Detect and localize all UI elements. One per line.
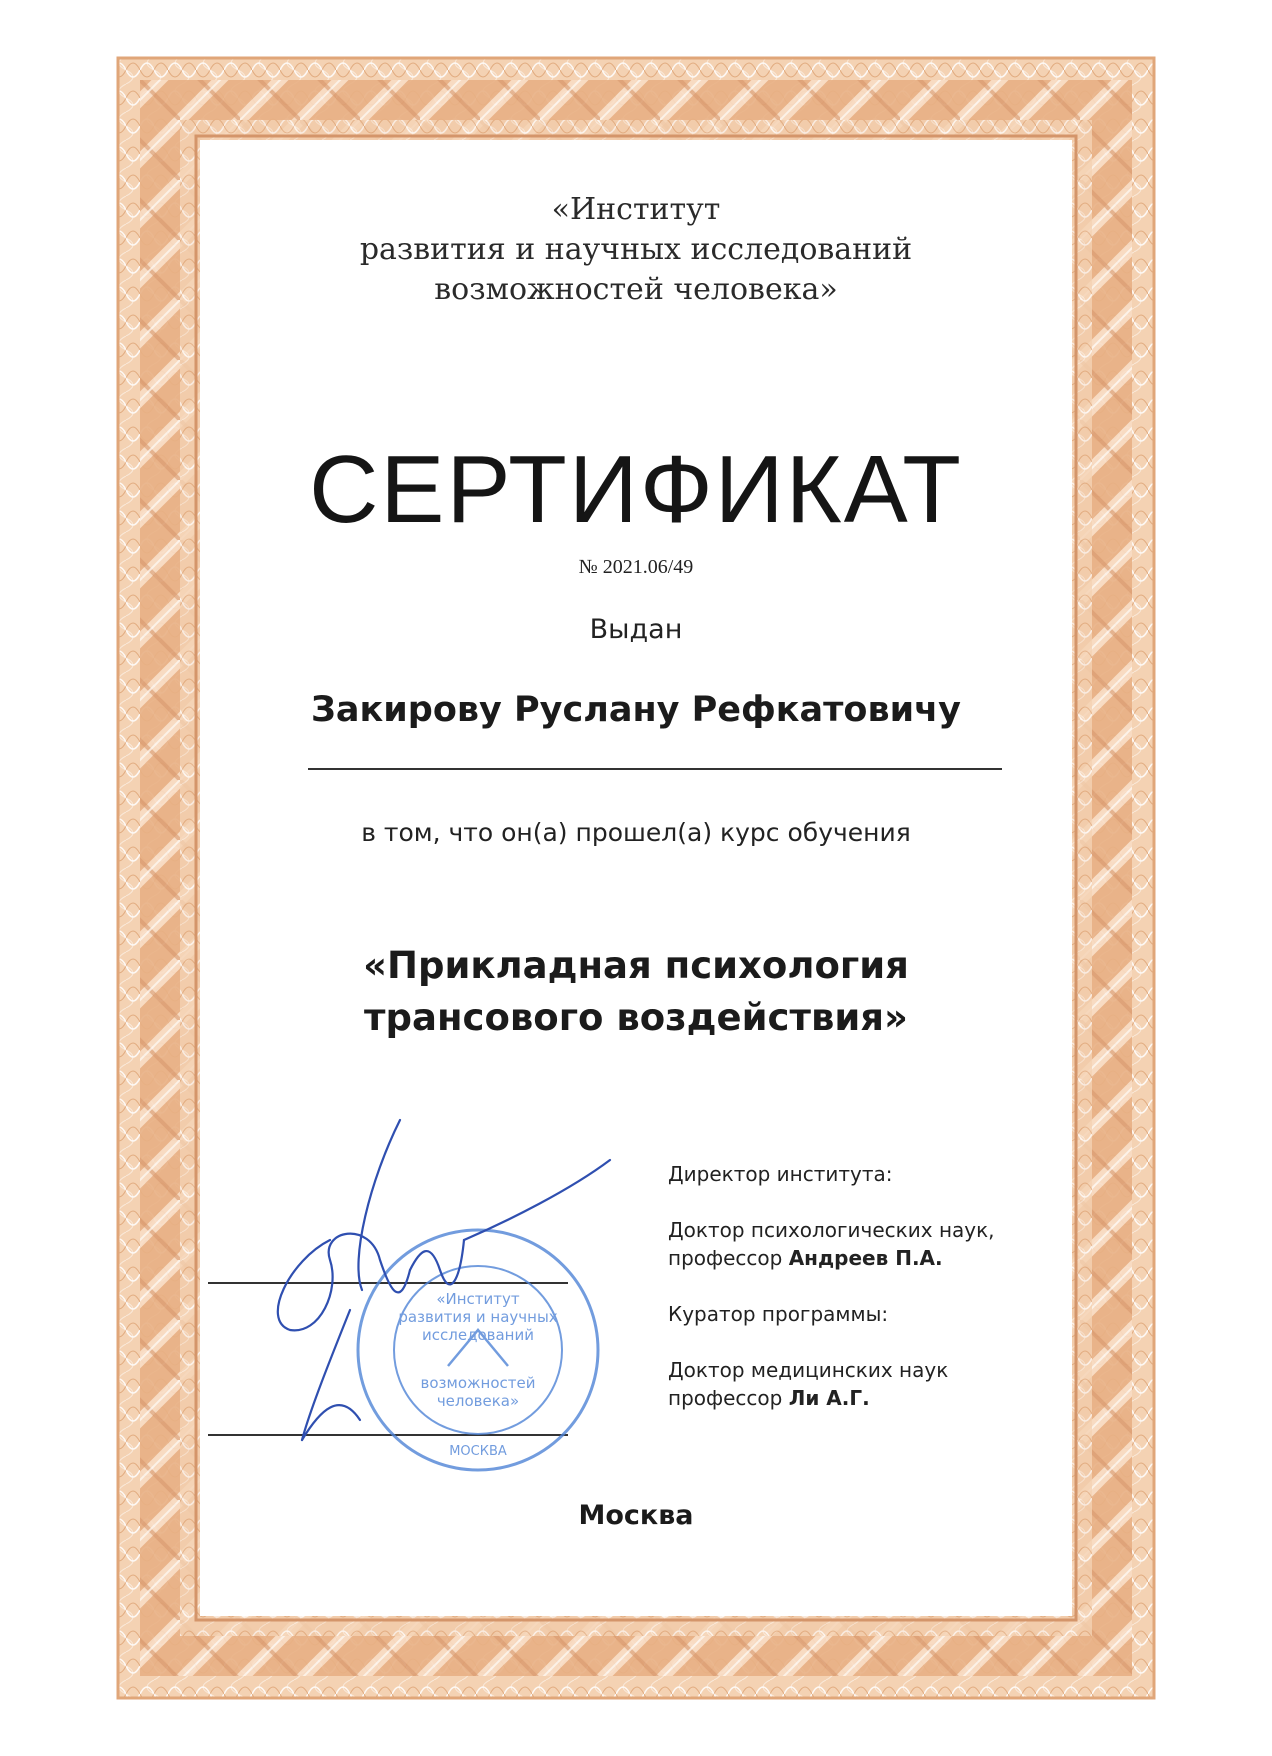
stamp-line-2: развития и научных (398, 1308, 558, 1326)
course-title-line-1: «Прикладная психология (363, 944, 909, 987)
stamp-line-3: исследований (422, 1326, 534, 1344)
issued-label: Выдан (589, 614, 683, 645)
recipient-underline (308, 768, 1002, 770)
director-rank: профессор (668, 1246, 783, 1270)
curator-rank: профессор (668, 1386, 783, 1410)
course-title-line-2: трансового воздействия» (364, 996, 908, 1039)
curator-title: Куратор программы: (668, 1302, 889, 1326)
institute-name (0, 190, 1272, 310)
director-title: Директор института: (668, 1162, 893, 1186)
institute-line-3: возможностей человека» (434, 272, 838, 307)
completion-statement: в том, что он(а) прошел(а) курс обучения (361, 818, 911, 847)
recipient-name: Закирову Руслану Рефкатовичу (311, 690, 961, 730)
certificate-number: № 2021.06/49 (578, 556, 694, 578)
course-title (0, 940, 1272, 1044)
signatories-block (668, 1160, 1048, 1440)
curator-name: Ли А.Г. (788, 1386, 870, 1410)
institute-line-2: развития и научных исследований (359, 232, 913, 267)
stamp-city: МОСКВА (449, 1444, 507, 1459)
stamp-line-5: человека» (436, 1392, 520, 1410)
stamp-line-4: возможностей (420, 1374, 536, 1392)
stamp-line-1: «Институт (436, 1290, 520, 1308)
institute-line-1: «Институт (551, 192, 721, 227)
seal-stamp (250, 1120, 610, 1459)
certificate-title: СЕРТИФИКАТ (309, 436, 963, 543)
curator-credentials (668, 1356, 1048, 1412)
curator-degree: Доктор медицинских наук (668, 1358, 949, 1382)
director-name: Андреев П.А. (788, 1246, 943, 1270)
director-credentials (668, 1216, 1048, 1272)
director-degree: Доктор психологических наук, (668, 1218, 995, 1242)
city-label: Москва (578, 1500, 694, 1531)
